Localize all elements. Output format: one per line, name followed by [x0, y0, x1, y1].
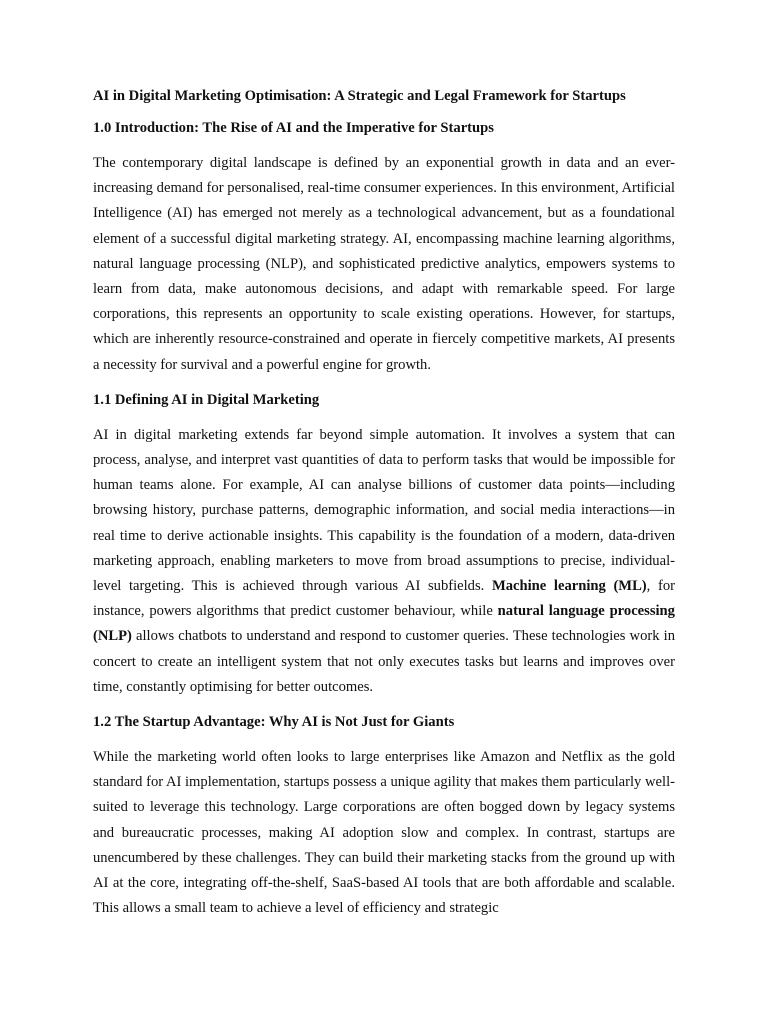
bold-term-machine-learning: Machine learning (ML): [491, 578, 647, 595]
bold-term-nlp: natural language processing (NLP): [93, 603, 675, 645]
section-heading-introduction: 1.0 Introduction: The Rise of AI and the Imperative for Startups: [93, 120, 494, 136]
paragraph-text-part-1: AI in digital marketing extends far beyond simple automation. It involves a system that can process, analyse, and interpret vast quantities of data to perform tasks that would be impossible for human teams alone. For example, AI can analyse billions of customer data points—including browsing history, purchase patterns, demographic information, and social media interactions—in real time to derive actionable insights. This capability is the foundation of a modern, data-driven marketing approach, enabling marketers to move from broad assumptions to precise, individual-level targeting. This is achieved through various AI subfields.: [93, 426, 675, 595]
document-page: [93, 86, 675, 933]
section-heading-defining-ai: 1.1 Defining AI in Digital Marketing: [93, 391, 320, 408]
section-paragraph-introduction: The contemporary digital landscape is defined by an exponential growth in data and an ever-increasing demand for personalised, real-time consumer experiences. In this environment, Artificial Intelligence (AI) has emerged not merely as a technological advancement, but as a foundational element of a successful digital marketing strategy. AI, encompassing machine learning algorithms, natural language processing (NLP), and sophisticated predictive analytics, empowers systems to learn from data, make autonomous decisions, and adapt with remarkable speed. For large corporations, this represents an opportunity to scale existing operations. However, for startups, which are inherently resource-constrained and operate in fiercely competitive markets, AI presents a necessity for survival and a powerful engine for growth.: [93, 155, 675, 373]
document-title: AI in Digital Marketing Optimisation: A Strategic and Legal Framework for Startups: [93, 88, 626, 104]
section-heading-startup-advantage: 1.2 The Startup Advantage: Why AI is Not Just for Giants: [93, 714, 455, 731]
paragraph-text-part-2: , for instance, powers algorithms that predict customer behaviour, while: [93, 578, 675, 620]
section-paragraph-defining-ai: [93, 423, 675, 700]
paragraph-text-part-3: allows chatbots to understand and respond to customer queries. These technologies work in concert to create an intelligent system that not only executes tasks but learns and improves over time, constantly optimising for better outcomes.: [93, 628, 675, 695]
section-paragraph-startup-advantage: While the marketing world often looks to large enterprises like Amazon and Netflix as the gold standard for AI implementation, startups possess a unique agility that makes them particularly well-suited to leverage this technology. Large corporations are often bogged down by legacy systems and bureaucratic processes, making AI adoption slow and complex. In contrast, startups are unencumbered by these challenges. They can build their marketing stacks from the ground up with AI at the core, integrating off-the-shelf, SaaS-based AI tools that are both affordable and scalable. This allows a small team to achieve a level of efficiency and strategic: [93, 749, 675, 917]
